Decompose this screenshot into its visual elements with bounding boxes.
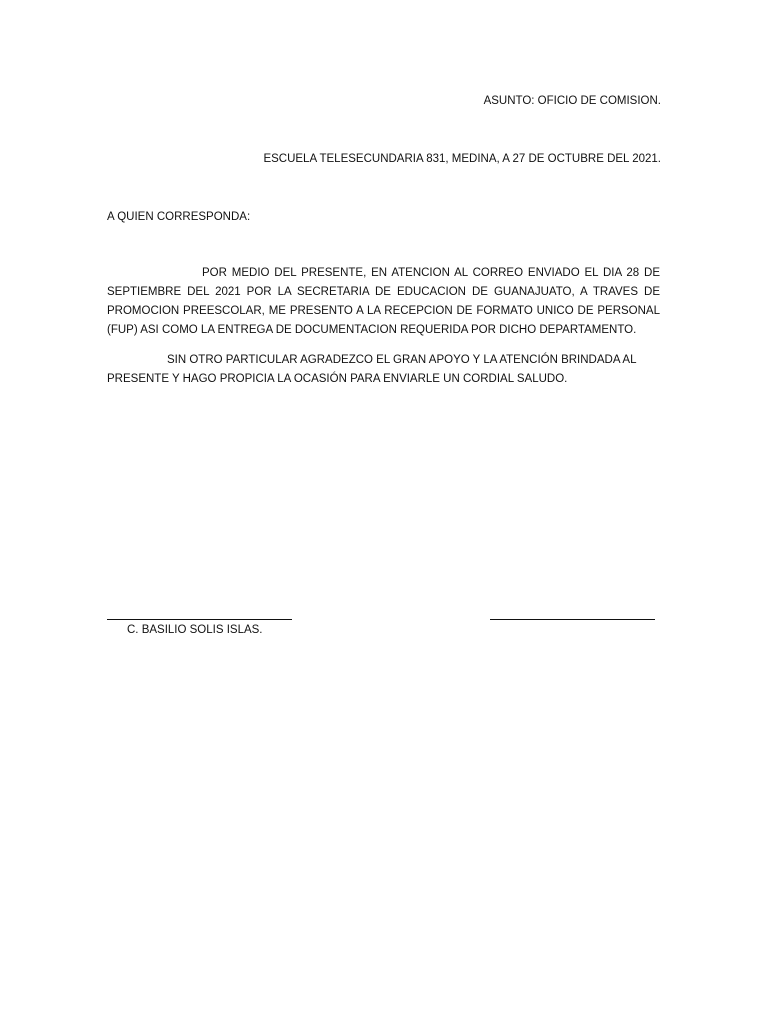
place-date-line: ESCUELA TELESECUNDARIA 831, MEDINA, A 27 DE OCTUBRE DEL 2021. (263, 153, 661, 165)
body-paragraph-2: SIN OTRO PARTICULAR AGRADEZCO EL GRAN APOYO Y LA ATENCIÓN BRINDADA AL PRESENTE Y HAGO PROPICIA LA OCASIÓN PARA ENVIARLE UN CORDIAL SALUDO. (107, 354, 637, 385)
signature-line-left (107, 619, 292, 620)
body-paragraph-1: POR MEDIO DEL PRESENTE, EN ATENCION AL CORREO ENVIADO EL DIA 28 DE SEPTIEMBRE DEL 2021 POR LA SECRETARIA DE EDUCACION DE GUANAJUATO, A TRAVES DE PROMOCION PREESCOLAR, ME PRESENTO A LA RECEPCION DE FORMATO UNICO DE PERSONAL (FUP) ASI COMO LA ENTREGA DE DOCUMENTACION REQUERIDA POR DICHO DEPARTAMENTO. (107, 267, 660, 336)
subject-line: ASUNTO: OFICIO DE COMISION. (483, 95, 661, 107)
salutation: A QUIEN CORRESPONDA: (107, 211, 251, 223)
signature-name-left: C. BASILIO SOLIS ISLAS. (127, 624, 263, 636)
signature-line-right (490, 619, 655, 620)
